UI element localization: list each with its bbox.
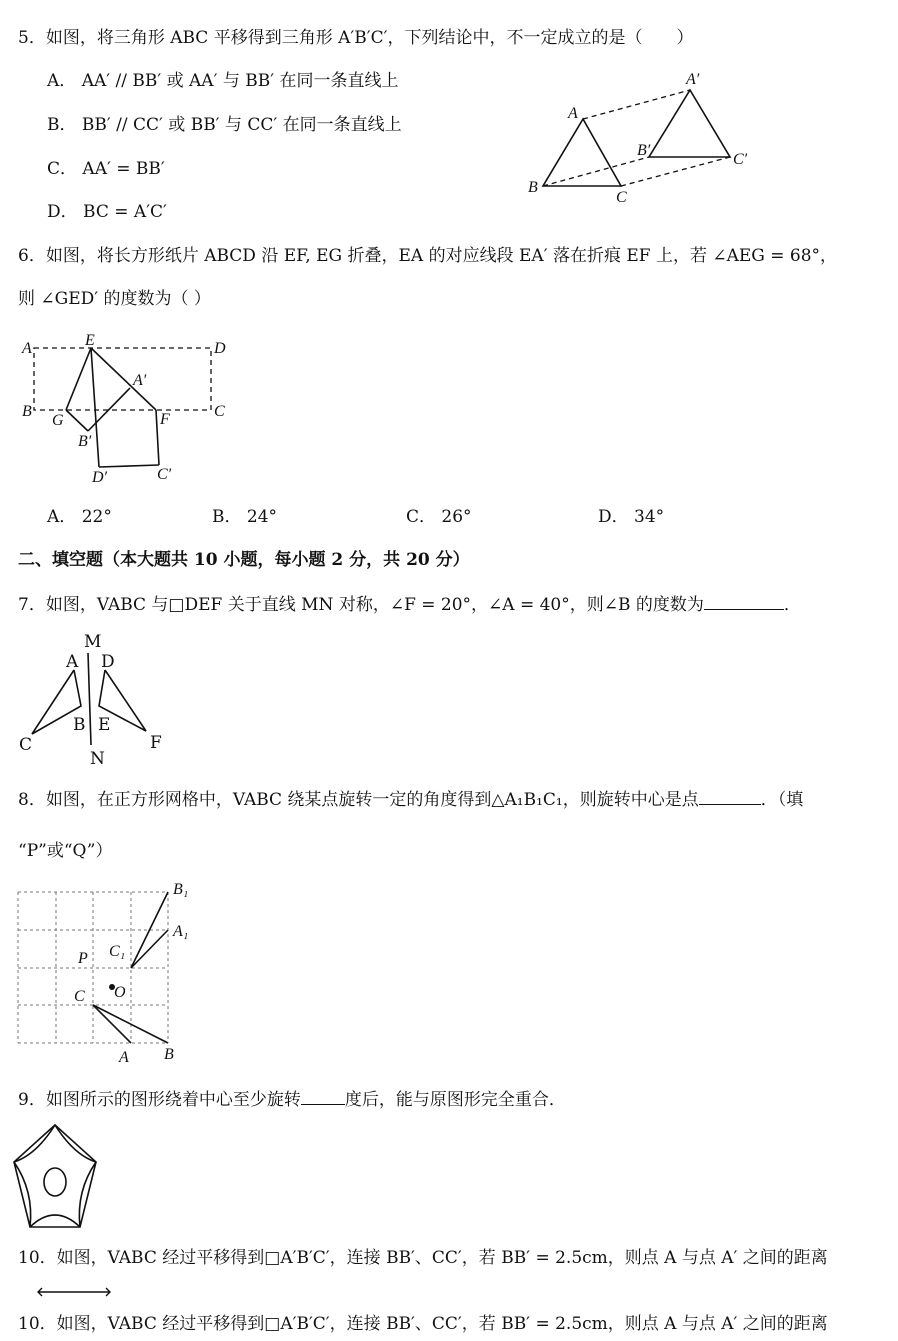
q5-option-a[interactable] bbox=[47, 70, 399, 92]
label-a: A bbox=[66, 652, 79, 672]
option-text: BB′ // CC′ 或 BB′ 与 CC′ 在同一条直线上 bbox=[81, 115, 402, 135]
option-label: A． bbox=[47, 71, 77, 91]
q10-stem: 10．如图，VABC 经过平移得到□A′B′C′，连接 BB′、CC′，若 BB′ = 2.5cm，则点 A 与点 A′ 之间的距离 bbox=[18, 1248, 828, 1268]
label-c: C bbox=[214, 403, 225, 420]
label-f: F bbox=[150, 733, 162, 753]
label-c: C bbox=[616, 189, 627, 206]
label-a: A bbox=[568, 105, 578, 122]
label-b-prime: B′ bbox=[637, 142, 651, 159]
q9-text-after: 度后，能与原图形完全重合． bbox=[344, 1090, 566, 1110]
q8-stem-line2: “P”或“Q”） bbox=[18, 841, 113, 861]
label-c: C bbox=[74, 988, 85, 1005]
label-m: M bbox=[84, 632, 102, 652]
q7-symmetry-figure bbox=[0, 620, 200, 770]
q9-pentagon-figure bbox=[0, 1115, 150, 1235]
label-a-prime: A′ bbox=[133, 372, 147, 389]
q7-stem bbox=[18, 593, 801, 616]
q10-stem-repeat: 10．如图，VABC 经过平移得到□A′B′C′，连接 BB′、CC′，若 BB′ = 2.5cm，则点 A 与点 A′ 之间的距离 bbox=[18, 1314, 828, 1334]
label-b: B bbox=[164, 1046, 174, 1063]
label-b1: B₁ bbox=[173, 881, 189, 898]
label-n: N bbox=[90, 749, 105, 769]
label-c-prime: C′ bbox=[733, 151, 748, 168]
label-e: E bbox=[98, 715, 111, 735]
q6-option-b[interactable] bbox=[212, 506, 277, 528]
option-label: B． bbox=[47, 115, 77, 135]
q7-text: 7．如图，VABC 与□DEF 关于直线 MN 对称，∠F = 20°，∠A = 40°，则∠B 的度数为 bbox=[18, 595, 704, 615]
q6-option-a[interactable] bbox=[47, 506, 112, 528]
q5-option-d[interactable] bbox=[47, 201, 167, 223]
q8-answer-blank[interactable] bbox=[699, 788, 761, 805]
label-o: O bbox=[114, 984, 126, 1001]
option-label: A． bbox=[47, 507, 77, 527]
label-b: B bbox=[22, 403, 32, 420]
option-label: C． bbox=[47, 159, 78, 179]
option-text: AA′ = BB′ bbox=[82, 159, 165, 179]
q8-stem bbox=[18, 788, 803, 811]
option-label: B． bbox=[212, 507, 242, 527]
section-heading-fill-in: 二、填空题（本大题共 10 小题，每小题 2 分，共 20 分） bbox=[18, 550, 470, 570]
q9-text-before: 9．如图所示的图形绕着中心至少旋转 bbox=[18, 1090, 301, 1110]
q5-option-c[interactable] bbox=[47, 158, 165, 180]
label-b: B bbox=[528, 179, 538, 196]
label-e: E bbox=[85, 332, 95, 349]
q6-option-d[interactable] bbox=[598, 506, 664, 528]
q6-option-c[interactable] bbox=[406, 506, 472, 528]
q7-answer-blank[interactable] bbox=[704, 593, 784, 610]
label-a: A bbox=[119, 1049, 129, 1066]
option-text: 26° bbox=[441, 507, 472, 527]
label-a-prime: A′ bbox=[686, 71, 700, 88]
q5-translation-figure bbox=[500, 60, 780, 210]
q6-stem-line1: 6．如图，将长方形纸片 ABCD 沿 EF, EG 折叠，EA 的对应线段 EA′ 落在折痕 EF 上，若 ∠AEG = 68°， bbox=[18, 246, 838, 266]
label-d: D bbox=[214, 340, 226, 357]
option-label: D． bbox=[598, 507, 629, 527]
q8-text: 8．如图，在正方形网格中，VABC 绕某点旋转一定的角度得到△A₁B₁C₁，则旋转中心是点 bbox=[18, 790, 699, 810]
q6-stem-line2: 则 ∠GED′ 的度数为（ ） bbox=[18, 289, 211, 309]
label-a1: A₁ bbox=[173, 923, 189, 940]
q10-arrow-fragment bbox=[30, 1284, 120, 1300]
option-label: D． bbox=[47, 202, 78, 222]
label-c-prime: C′ bbox=[157, 466, 172, 483]
label-d: D bbox=[101, 652, 115, 672]
label-b: B bbox=[73, 715, 86, 735]
label-c1: C₁ bbox=[109, 943, 126, 960]
option-text: BC = A′C′ bbox=[83, 202, 167, 222]
label-c: C bbox=[19, 735, 33, 755]
option-text: 22° bbox=[81, 507, 112, 527]
option-text: 24° bbox=[246, 507, 278, 527]
option-label: C． bbox=[406, 507, 437, 527]
q8-grid-figure bbox=[0, 870, 210, 1070]
label-a: A bbox=[22, 340, 32, 357]
label-p: P bbox=[78, 950, 88, 967]
option-text: AA′ // BB′ 或 AA′ 与 BB′ 在同一条直线上 bbox=[81, 71, 399, 91]
option-text: 34° bbox=[634, 507, 665, 527]
q5-option-b[interactable] bbox=[47, 114, 402, 136]
q9-answer-blank[interactable] bbox=[301, 1088, 345, 1105]
q6-folding-figure bbox=[0, 330, 250, 490]
label-d-prime: D′ bbox=[92, 469, 108, 486]
q9-stem bbox=[18, 1088, 566, 1111]
q7-end: ． bbox=[783, 595, 801, 615]
q8-end: ．（填 bbox=[760, 790, 804, 810]
label-b-prime: B′ bbox=[78, 433, 92, 450]
q5-stem: 5．如图，将三角形 ABC 平移得到三角形 A′B′C′，下列结论中，不一定成立的是（ ） bbox=[18, 28, 694, 48]
label-g: G bbox=[52, 412, 64, 429]
label-f: F bbox=[160, 411, 170, 428]
